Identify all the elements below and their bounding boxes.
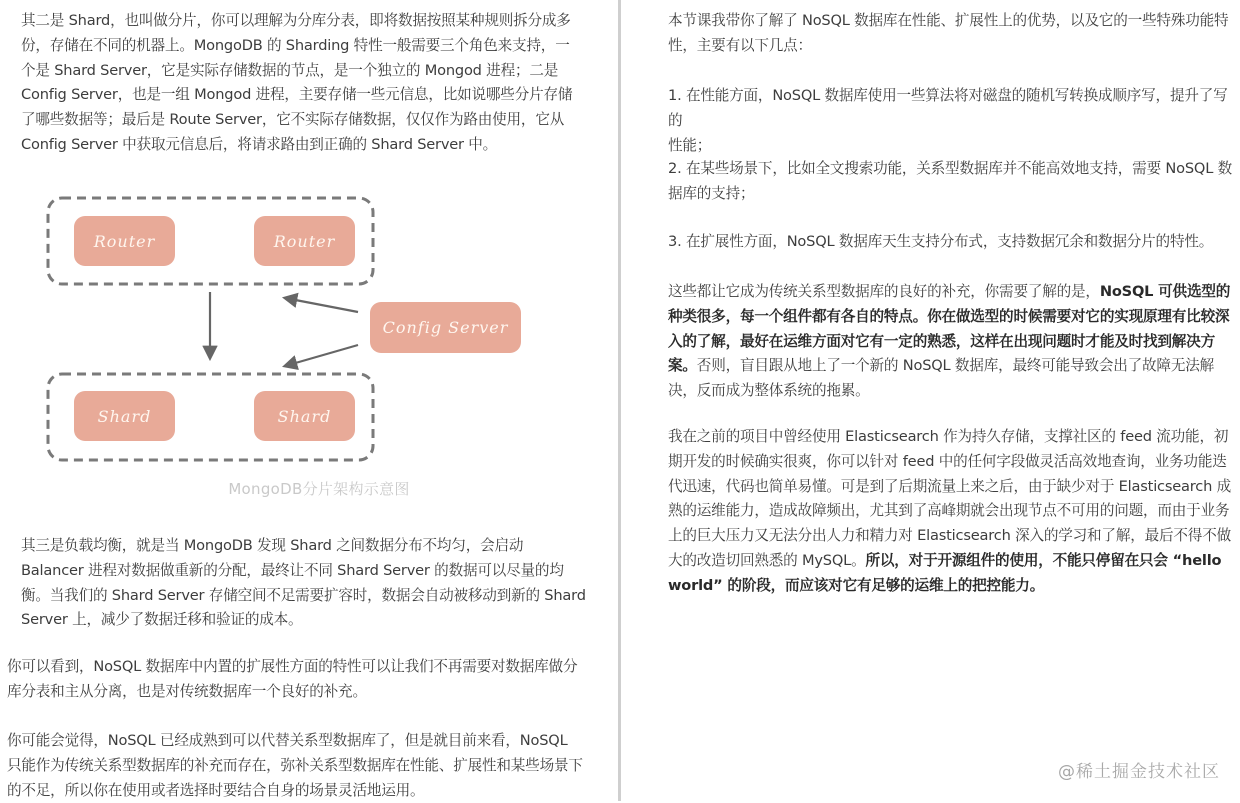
router-node: Router [74,216,175,266]
bold-text-segment: NoSQL 可供选型的种类很多，每一个组件都有各自的特点。你在做选型的时候需要对它的实现原理有比较深入的了解，最好在运维方面对它有一定的熟悉，这样在出现问题时才能及时找到解决方案。 [668,283,1231,375]
text-line: 衡。当我们的 Shard Server 存储空间不足需要扩容时，数据会自动被移动到新的 Shard [21,586,586,604]
text-segment: 我在之前的项目中曾经使用 Elasticsearch 作为持久存储，支撑社区的 feed 流功能，初期开发的时候确实很爽，你可以针对 feed 中的任何字段做灵活高效地查询，业务功能迭代迅速，代码也简单易懂。可是到了后期流量上来之后，由于缺少对于 Elasticsearch 成熟的运维能力，造成故障频出，尤其到了高峰期就会出现节点不可用的问题，而由于业务上的巨大压力又无法分出人力和精力对 Elasticsearch 深入的学习和了解，最后不得不做大的改造切回熟悉的 MySQL。 [668,428,1231,569]
text-line: 2. 在某些场景下，比如全文搜索功能，关系型数据库并不能高效地支持，需要 NoSQL 数 [668,160,1232,177]
paragraph-load-balance [21,534,601,633]
text-line: 性能； [668,136,712,154]
shard-node: Shard [254,391,355,441]
watermark: @稀土掘金技术社区 [1058,762,1220,782]
paragraph-point-2 [668,157,1238,207]
shard-node: Shard [74,391,175,441]
bold-text-segment: 所以，对于开源组件的使用，不能只停留在只会 “hello world” 的阶段，而应该对它有足够的运维上的把控能力。 [668,551,1222,594]
right-page [621,0,1240,801]
text-line: 据库的支持； [668,184,755,202]
text-line: 1. 在性能方面，NoSQL 数据库使用一些算法将对磁盘的随机写转换成顺序写，提升了写的 [668,87,1228,129]
text-line: 只能作为传统关系型数据库的补充而存在，弥补关系型数据库在性能、扩展性和某些场景下 [7,756,583,774]
paragraph-summary-intro [668,9,1238,59]
text-line: Config Server，也是一组 Mongod 进程，主要存储一些元信息，比如说哪些分片存储 [21,86,573,104]
text-segment: 这些都让它成为传统关系型数据库的良好的补充，你需要了解的是， [668,283,1100,300]
text-line: 本节课我带你了解了 NoSQL 数据库在性能、扩展性上的优势，以及它的一些特殊功能特 [668,12,1229,29]
text-line: 3. 在扩展性方面，NoSQL 数据库天生支持分布式，支持数据冗余和数据分片的特性。 [668,233,1214,250]
text-line: 其二是 Shard，也叫做分片，你可以理解为分库分表，即将数据按照某种规则拆分成多 [21,12,571,29]
text-line: 的不足，所以你在使用或者选择时要结合自身的场景灵活地运用。 [7,781,425,799]
paragraph-selection-advice [668,280,1236,404]
text-line: Server 上，减少了数据迁移和验证的成本。 [21,611,303,629]
text-line: 个是 Shard Server，它是实际存储数据的节点，是一个独立的 Mongod 进程；二是 [21,61,559,79]
text-line: 了哪些数据等；最后是 Route Server，它不实际存储数据，仅仅作为路由使用，它从 [21,111,565,129]
mongodb-sharding-diagram [40,190,540,505]
text-line: 其三是负载均衡，就是当 MongoDB 发现 Shard 之间数据分布不均匀，会启动 [21,537,524,554]
paragraph-shard-intro [21,9,601,158]
diagram-caption: MongoDB分片架构示意图 [228,480,410,498]
text-line: 你可能会觉得，NoSQL 已经成熟到可以代替关系型数据库了，但是就目前来看，NoSQL [7,732,568,749]
router-node: Router [254,216,355,266]
paragraph-point-1 [668,84,1238,158]
text-line: Config Server 中获取元信息后，将请求路由到正确的 Shard Server 中。 [21,135,498,153]
text-line: 你可以看到，NoSQL 数据库中内置的扩展性方面的特性可以让我们不再需要对数据库做分 [7,658,578,675]
config-server-node: Config Server [370,302,521,353]
paragraph-point-3 [668,230,1238,255]
text-line: 份，存储在不同的机器上。MongoDB 的 Sharding 特性一般需要三个角色来支持，一 [21,36,570,54]
paragraph-nosql-complement [7,729,607,803]
text-line: 库分表和主从分离，也是对传统数据库一个良好的补充。 [7,682,367,700]
paragraph-elasticsearch-story [668,425,1236,599]
text-segment: 否则，盲目跟从地上了一个新的 NoSQL 数据库，最终可能导致会出了故障无法解决，反而成为整体系统的拖累。 [668,357,1215,400]
text-line: 性，主要有以下几点： [668,36,812,54]
paragraph-nosql-scaling [7,655,607,705]
left-page [0,0,618,801]
text-line: Balancer 进程对数据做重新的分配，最终让不同 Shard Server 的数据可以尽量的均 [21,561,564,579]
